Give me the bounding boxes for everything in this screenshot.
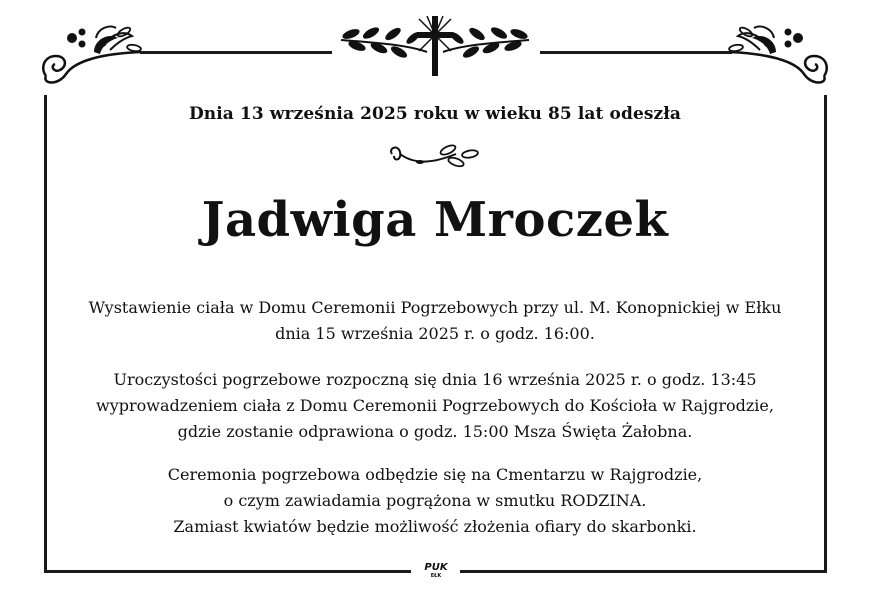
text-line: gdzie zostanie odprawiona o godz. 15:00 Msza Święta Żałobna. (177, 422, 693, 441)
deceased-name: Jadwiga Mroczek (201, 192, 669, 248)
announcement-headline: Dnia 13 września 2025 roku w wieku 85 lat odeszła (188, 104, 682, 124)
corner-swirl-icon (720, 18, 832, 88)
top-border-right (540, 51, 732, 54)
text-line: Ceremonia pogrzebowa odbędzie się na Cmentarzu w Rajgrodzie, (167, 465, 703, 484)
text-line: o czym zawiadamia pogrążona w smutku RODZINA. (223, 491, 647, 510)
text-line: Wystawienie ciała w Domu Ceremonii Pogrzebowych przy ul. M. Konopnickiej w Ełku (88, 298, 782, 317)
puk-logo (414, 563, 458, 579)
funeral-paragraph (0, 367, 870, 445)
cross-with-olive-branches-icon (335, 14, 535, 80)
text-line: dnia 15 września 2025 r. o godz. 16:00. (275, 324, 595, 343)
logo-sub-text: EŁK (430, 573, 442, 579)
logo-main-text: PUK (424, 562, 448, 573)
cemetery-paragraph (0, 462, 870, 540)
text-line: Uroczystości pogrzebowe rozpoczną się dnia 16 września 2025 r. o godz. 13:45 (113, 370, 757, 389)
frame-bottom-border-left (44, 570, 411, 573)
top-border-left (140, 51, 332, 54)
viewing-paragraph (0, 295, 870, 347)
frame-bottom-border-right (460, 570, 827, 573)
corner-swirl-icon (38, 18, 150, 88)
text-line: Zamiast kwiatów będzie możliwość złożenia ofiary do skarbonki. (173, 517, 697, 536)
olive-branch-icon (386, 142, 484, 172)
text-line: wyprowadzeniem ciała z Domu Ceremonii Pogrzebowych do Kościoła w Rajgrodzie, (96, 396, 774, 415)
